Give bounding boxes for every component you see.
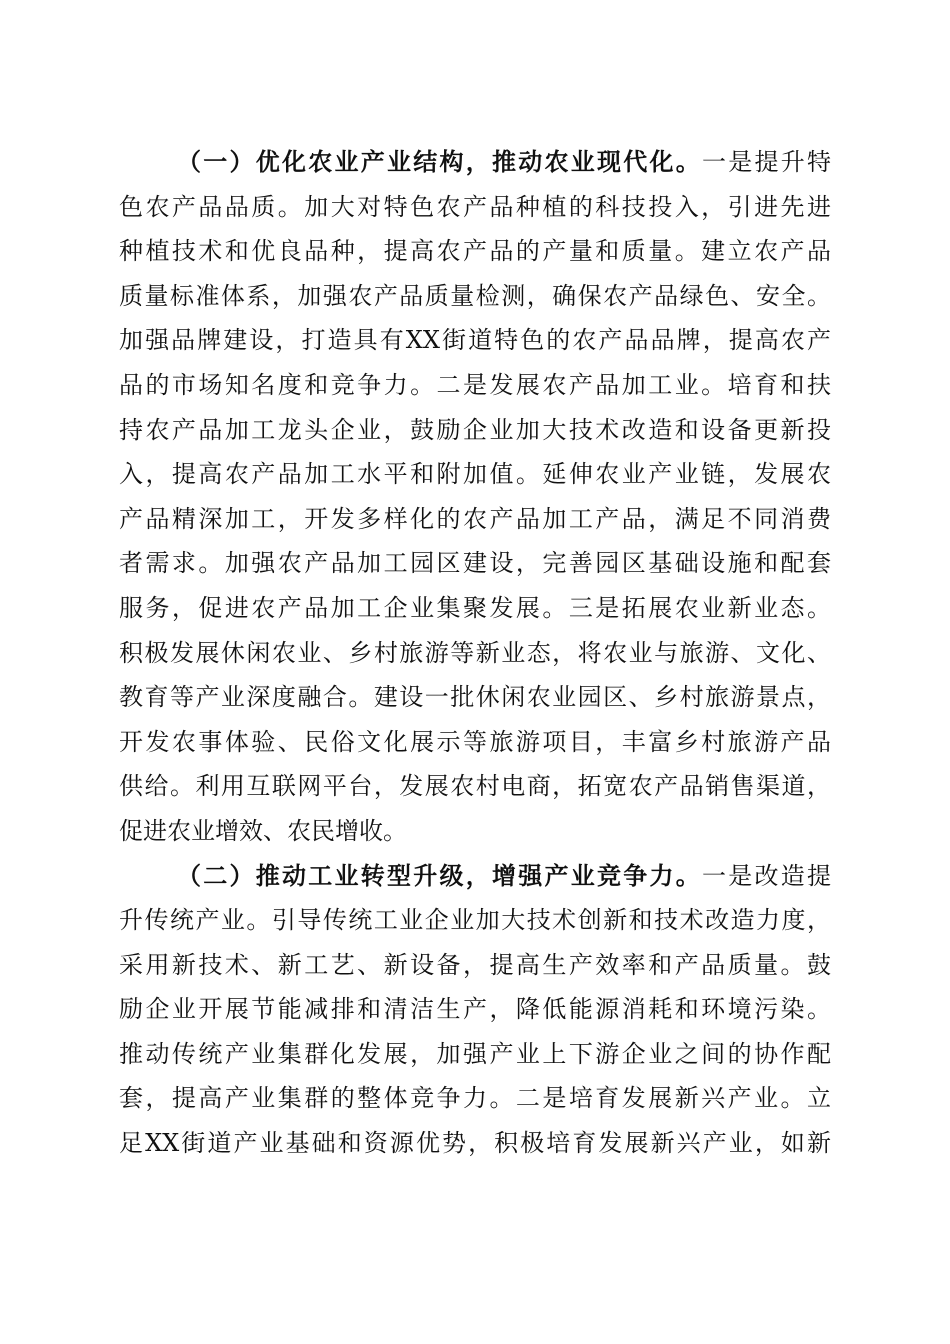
paragraph-line: 供给。利用互联网平台，发展农村电商，拓宽农产品销售渠道， <box>119 772 831 801</box>
paragraph-1-heading: （一）优化农业产业结构，推动农业现代化。 <box>177 147 702 176</box>
paragraph-line: 持农产品加工龙头企业，鼓励企业加大技术改造和设备更新投 <box>119 415 831 444</box>
paragraph-line: 加强品牌建设，打造具有XX街道特色的农产品品牌，提高农产 <box>119 326 831 355</box>
paragraph-line: 励企业开展节能减排和清洁生产，降低能源消耗和环境污染。 <box>119 995 831 1024</box>
paragraph-line: 质量标准体系，加强农产品质量检测，确保农产品绿色、安全。 <box>119 281 831 310</box>
paragraph-line: 种植技术和优良品种，提高农产品的产量和质量。建立农产品 <box>119 237 831 266</box>
paragraph-line: 色农产品品质。加大对特色农产品种植的科技投入，引进先进 <box>119 192 831 221</box>
paragraph-line: 升传统产业。引导传统工业企业加大技术创新和技术改造力度， <box>119 906 831 935</box>
paragraph-line: 教育等产业深度融合。建设一批休闲农业园区、乡村旅游景点， <box>119 683 831 712</box>
paragraph-1-line-1 <box>119 140 831 185</box>
paragraph-line: 积极发展休闲农业、乡村旅游等新业态，将农业与旅游、文化、 <box>119 638 831 667</box>
paragraph-line: 者需求。加强农产品加工园区建设，完善园区基础设施和配套 <box>119 549 831 578</box>
paragraph-line: 推动传统产业集群化发展，加强产业上下游企业之间的协作配 <box>119 1039 831 1068</box>
paragraph-1-text: 一是提升特 <box>702 148 831 176</box>
paragraph-2-text: 一是改造提 <box>702 861 831 890</box>
paragraph-line: 品的市场知名度和竞争力。二是发展农产品加工业。培育和扶 <box>119 370 831 399</box>
paragraph-line: 服务，促进农产品加工企业集聚发展。三是拓展农业新业态。 <box>119 593 831 622</box>
paragraph-line: 开发农事体验、民俗文化展示等旅游项目，丰富乡村旅游产品 <box>119 727 831 756</box>
paragraph-2-line-1 <box>119 854 831 899</box>
document-body <box>119 140 831 1166</box>
paragraph-2-heading: （二）推动工业转型升级，增强产业竞争力。 <box>177 860 702 890</box>
paragraph-line: 采用新技术、新工艺、新设备，提高生产效率和产品质量。鼓 <box>119 950 831 979</box>
paragraph-line: 套，提高产业集群的整体竞争力。二是培育发展新兴产业。立 <box>119 1084 831 1113</box>
paragraph-line: 促进农业增效、农民增收。 <box>119 816 407 845</box>
paragraph-line: 入，提高农产品加工水平和附加值。延伸农业产业链，发展农 <box>119 460 831 489</box>
paragraph-line: 产品精深加工，开发多样化的农产品加工产品，满足不同消费 <box>119 504 831 533</box>
paragraph-line: 足XX街道产业基础和资源优势，积极培育发展新兴产业，如新 <box>119 1129 831 1158</box>
